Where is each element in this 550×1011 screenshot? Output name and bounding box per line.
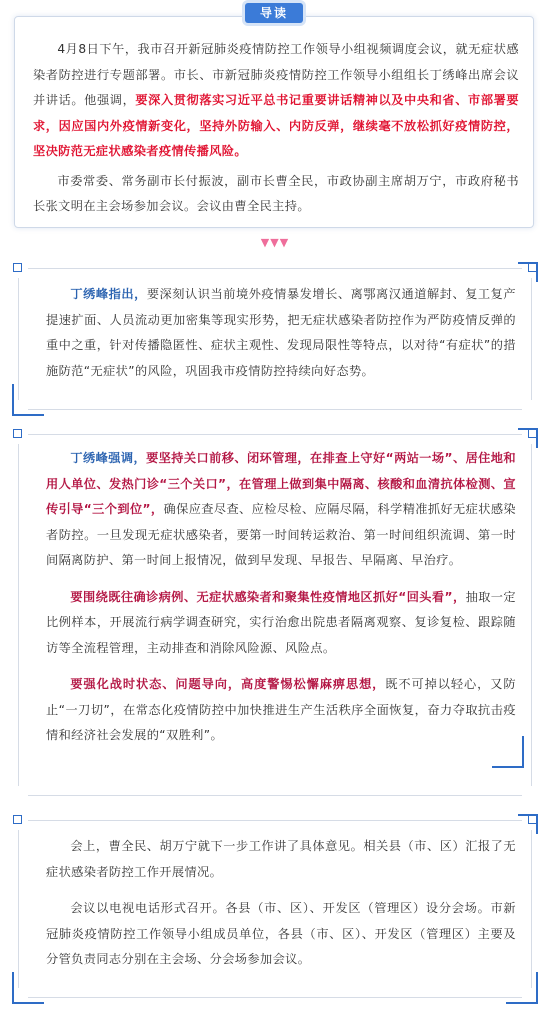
- section2-text-2: 抽取一定比例样本，开展流行病学调查研究，实行治愈出院患者隔离观察、复诊复检、跟踪随访等全流程管理，主动排查和消除风险源、风险点。: [46, 589, 516, 655]
- section2-paragraph-3: [46, 672, 516, 749]
- section1-text: 要深刻认识当前境外疫情暴发增长、离鄂离汉通道解封、复工复产提速扩面、人员流动更加密集等现实形势，把无症状感染者防控作为严防疫情反弹的重中之重，针对传播隐匿性、症状主观性、发现局限性等特点，以对待“有症状”的措施防范“无症状”的风险，巩固我市疫情防控持续向好态势。: [46, 287, 516, 378]
- section2-highlight-1: 要坚持关口前移、闭环管理，在排查上守好“两站一场”、居住地和用人单位、发热门诊“三个关口”，在管理上做到集中隔离、核酸和血清抗体检测、宣传引导“三个到位”，: [46, 451, 516, 516]
- corner-bracket-icon: [12, 384, 44, 416]
- section-box-3: [12, 814, 538, 1004]
- corner-square-icon: [528, 263, 537, 272]
- section2-text-3: 既不可掉以轻心，又防止“一刀切”，在常态化疫情防控中加快推进生产生活秩序全面恢复，奋力夺取抗击疫情和经济社会发展的“双胜利”。: [46, 677, 516, 742]
- intro-paragraph-2: 市委常委、常务副市长付振波，副市长曹全民，市政协副主席胡万宁，市政府秘书长张文明在主会场参加会议。会议由曹全民主持。: [33, 173, 519, 213]
- corner-square-icon: [13, 815, 22, 824]
- section1-lead: 丁绣峰指出，: [70, 287, 147, 301]
- intro-text: 4月8日下午，我市召开新冠肺炎疫情防控工作领导小组视频调度会议，就无症状感染者防控进行专题部署。市长、市新冠肺炎疫情防控工作领导小组组长丁绣峰出席会议并讲话。他强调，: [33, 42, 519, 107]
- section2-text-1: 确保应查尽查、应检尽检、应隔尽隔，科学精准抓好无症状感染者防控。一旦发现无症状感染者，要第一时间转运救治、第一时间组织流调、第一时间隔离防护、第一时间上报情况，做到早发现、早报告、早隔离、早治疗。: [46, 502, 516, 567]
- intro-paragraph-1: [33, 37, 519, 165]
- corner-bracket-icon: [506, 972, 538, 1004]
- down-arrows-divider: ▼▼▼: [260, 236, 290, 249]
- section-box-1: [12, 262, 538, 416]
- intro-highlight: 要深入贯彻落实习近平总书记重要讲话精神以及中央和省、市部署要求，因应国内外疫情新变化，坚持外防输入、内防反弹，继续毫不放松抓好疫情防控，坚决防范无症状感染者疫情传播风险。: [33, 93, 519, 158]
- section3-paragraph-1: 会上，曹全民、胡万宁就下一步工作讲了具体意见。相关县（市、区）汇报了无症状感染者防控工作开展情况。: [46, 839, 516, 879]
- intro-box: [14, 16, 534, 228]
- corner-square-icon: [13, 263, 22, 272]
- section1-paragraph: [46, 282, 516, 384]
- corner-bracket-icon: [518, 814, 538, 834]
- section2-paragraph-1: [46, 446, 516, 574]
- section3-paragraph-2: 会议以电视电话形式召开。各县（市、区）、开发区（管理区）设分会场。市新冠肺炎疫情防控工作领导小组成员单位，各县（市、区）、开发区（管理区）主要及分管负责同志分别在主会场、分会场参加会议。: [46, 901, 516, 966]
- corner-square-icon: [13, 429, 22, 438]
- section2-highlight-3: 要强化战时状态、问题导向，高度警惕松懈麻痹思想，: [70, 677, 386, 691]
- section2-lead: 丁绣峰强调，: [70, 451, 147, 465]
- section2-highlight-2: 要围绕既往确诊病例、无症状感染者和聚集性疫情地区抓好“回头看”，: [70, 589, 466, 604]
- guide-badge: 导读: [245, 3, 303, 23]
- section-box-2: [12, 428, 538, 802]
- corner-bracket-icon: [12, 972, 44, 1004]
- corner-bracket-icon: [518, 428, 538, 448]
- section2-paragraph-2: [46, 585, 516, 662]
